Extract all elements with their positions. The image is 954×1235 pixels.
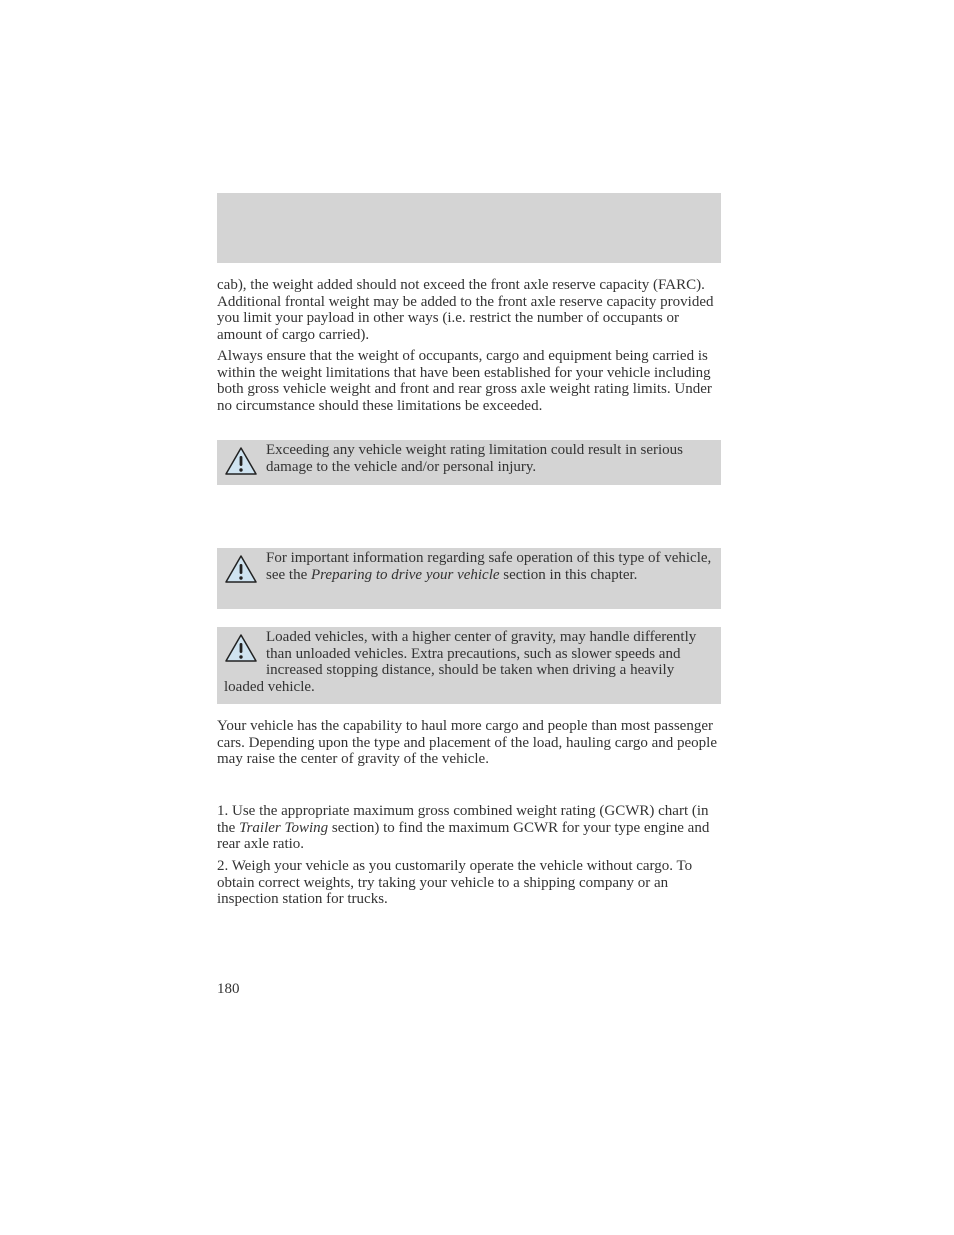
step-1-text-tail: section) to find the maximum GCWR for your type engine and rear axle ratio. [217, 819, 710, 852]
step-1 [217, 803, 723, 853]
page-number: 180 [217, 981, 240, 997]
warning-triangle-icon [224, 446, 258, 476]
warning-text-tail: section in this chapter. [499, 566, 638, 583]
section-reference-link: Trailer Towing [239, 819, 329, 836]
warning-text: Loaded vehicles, with a higher center of gravity, may handle differently than unloaded vehicles. Extra precautions, such as slower speeds and increased stopping distance, should be taken when driving a heavily loaded vehicle. [224, 629, 697, 695]
paragraph-weight-limits: Always ensure that the weight of occupants, cargo and equipment being carried is within the weight limitations that have been established for your vehicle including both gross vehicle weight and front and rear gross axle weight rating limits. Under no circumstance should these limitations be exceeded. [217, 348, 712, 414]
warning-box-loaded-vehicles [217, 627, 721, 704]
step-2: 2. Weigh your vehicle as you customarily operate the vehicle without cargo. To obtain correct weights, try taking your vehicle to a shipping company or an inspection station for trucks. [217, 858, 693, 907]
warning-triangle-icon [224, 633, 258, 663]
section-reference-link: Preparing to drive your vehicle [310, 566, 500, 583]
paragraph-haul-capability: Your vehicle has the capability to haul more cargo and people than most passenger cars. Depending upon the type and placement of the load, hauling cargo and people may raise the center of gravity of the vehicle. [217, 718, 717, 767]
warning-box-safe-operation [217, 548, 721, 609]
warning-text: Exceeding any vehicle weight rating limitation could result in serious damage to the vehicle and/or personal injury. [266, 442, 683, 475]
warning-text: For important information regarding safe operation of this type of vehicle, see the [266, 550, 712, 583]
warning-box-weight-rating [217, 440, 721, 485]
header-banner [217, 193, 721, 263]
step-1-text: 1. Use the appropriate maximum gross combined weight rating (GCWR) chart (in the [217, 803, 709, 836]
warning-triangle-icon [224, 554, 258, 584]
paragraph-farc: cab), the weight added should not exceed the front axle reserve capacity (FARC). Additional frontal weight may be added to the front axle reserve capacity provided you limit your payload in other ways (i.e. restrict the number of occupants or amount of cargo carried). [217, 277, 714, 343]
